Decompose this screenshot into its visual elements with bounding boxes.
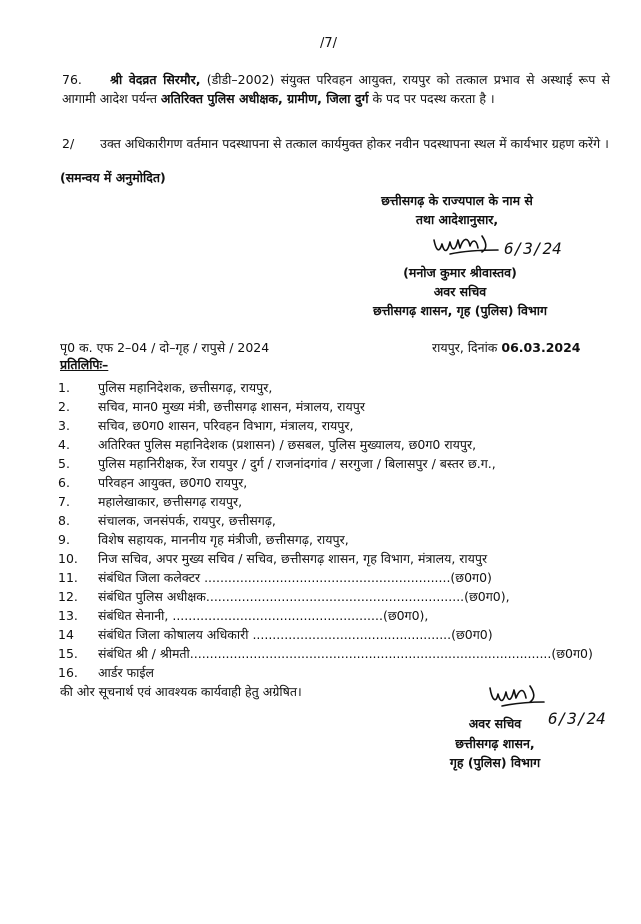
list-item: 11. संबंधित जिला कलेक्टर ..............................................................(छ0ग0) [58, 570, 492, 585]
order-text-a: (डीडी–2002) संयुक्त परिवहन आयुक्त, रायपुर को तत्काल प्रभाव से अस्थाई रूप से आगामी आदेश पर्यन्त [62, 72, 610, 106]
list-item: 14 संबंधित जिला कोषालय अधिकारी ..................................................(छ0ग0) [58, 627, 493, 642]
signatory-name: (मनोज कुमार श्रीवास्तव) [403, 265, 517, 280]
list-item: 4. अतिरिक्त पुलिस महानिदेशक (प्रशासन) / छसबल, पुलिस मुख्यालय, छ0ग0 रायपुर, [58, 437, 477, 452]
bottom-signature-date: 6/3/24 [548, 709, 606, 728]
posting-title: अतिरिक्त पुलिस अधीक्षक, ग्रामीण, जिला दुर्ग [160, 91, 369, 106]
list-item: 13. संबंधित सेनानी, .....................................................(छ0ग0), [58, 608, 429, 623]
list-item: 16. आर्डर फाईल [58, 665, 155, 680]
list-item: 10. निज सचिव, अपर मुख्य सचिव / सचिव, छत्तीसगढ़ शासन, गृह विभाग, मंत्रालय, रायपुर [58, 551, 488, 566]
signatory-office: छत्तीसगढ़ शासन, गृह (पुलिस) विभाग [372, 303, 548, 318]
issue-date: 06.03.2024 [501, 340, 581, 355]
list-item: 3. सचिव, छ0ग0 शासन, परिवहन विभाग, मंत्रालय, रायपुर, [58, 418, 354, 433]
bottom-office-line-3: गृह (पुलिस) विभाग [449, 755, 541, 770]
paragraph-2 [62, 134, 610, 153]
list-item: 12. संबंधित पुलिस अधीक्षक.................................................................(छ0ग0), [58, 589, 510, 604]
signatory-designation: अवर सचिव [433, 284, 487, 299]
order-number: 76. [62, 72, 82, 87]
signature-icon [486, 680, 550, 714]
paragraph-2-text: उक्त अधिकारीगण वर्तमान पदस्थापना से तत्काल कार्यमुक्त होकर नवीन पदस्थापना स्थल में कार्यभार ग्रहण करेंगे । [100, 136, 609, 151]
list-item: 7. महालेखाकार, छत्तीसगढ़ रायपुर, [58, 494, 243, 509]
authority-line-2: तथा आदेशानुसार, [415, 212, 499, 227]
order-paragraph-76 [62, 70, 610, 108]
reference-place-date [432, 340, 580, 357]
reference-number: पृ0 क. एफ 2–04 / दो–गृह / रापुसे / 2024 [60, 340, 270, 355]
list-item: 1. पुलिस महानिदेशक, छत्तीसगढ़, रायपुर, [58, 380, 273, 395]
authority-line-1: छत्तीसगढ़ के राज्यपाल के नाम से [381, 193, 533, 208]
signature-icon [430, 226, 510, 262]
paragraph-2-number: 2/ [62, 136, 75, 151]
list-item: 6. परिवहन आयुक्त, छ0ग0 रायपुर, [58, 475, 248, 490]
list-item: 5. पुलिस महानिरीक्षक, रेंज रायपुर / दुर्ग / राजनांदगांव / सरगुजा / बिलासपुर / बस्तर छ.ग., [58, 456, 496, 471]
bottom-office-line-2: छत्तीसगढ़ शासन, [455, 736, 535, 751]
officer-name: श्री वेदव्रत सिरमौर, [110, 72, 201, 87]
page-number: /7/ [320, 36, 338, 51]
order-text-b: के पद पर पदस्थ करता है । [368, 91, 495, 106]
signature-date: 6/3/24 [504, 239, 562, 258]
list-item: 15. संबंधित श्री / श्रीमती...........................................................................................(छ0ग0) [58, 646, 593, 661]
place-date-label: रायपुर, दिनांक [432, 340, 498, 355]
bottom-designation: अवर सचिव [468, 716, 522, 731]
list-item: 9. विशेष सहायक, माननीय गृह मंत्रीजी, छत्तीसगढ़, रायपुर, [58, 532, 349, 547]
closing-line: की ओर सूचनार्थ एवं आवश्यक कार्यवाही हेतु अग्रेषित। [60, 684, 302, 699]
list-item: 8. संचालक, जनसंपर्क, रायपुर, छत्तीसगढ़, [58, 513, 276, 528]
approval-note: (समन्वय में अनुमोदित) [60, 170, 166, 185]
list-item: 2. सचिव, मान0 मुख्य मंत्री, छत्तीसगढ़ शासन, मंत्रालय, रायपुर [58, 399, 365, 414]
copy-heading: प्रतिलिपिः– [60, 357, 109, 372]
